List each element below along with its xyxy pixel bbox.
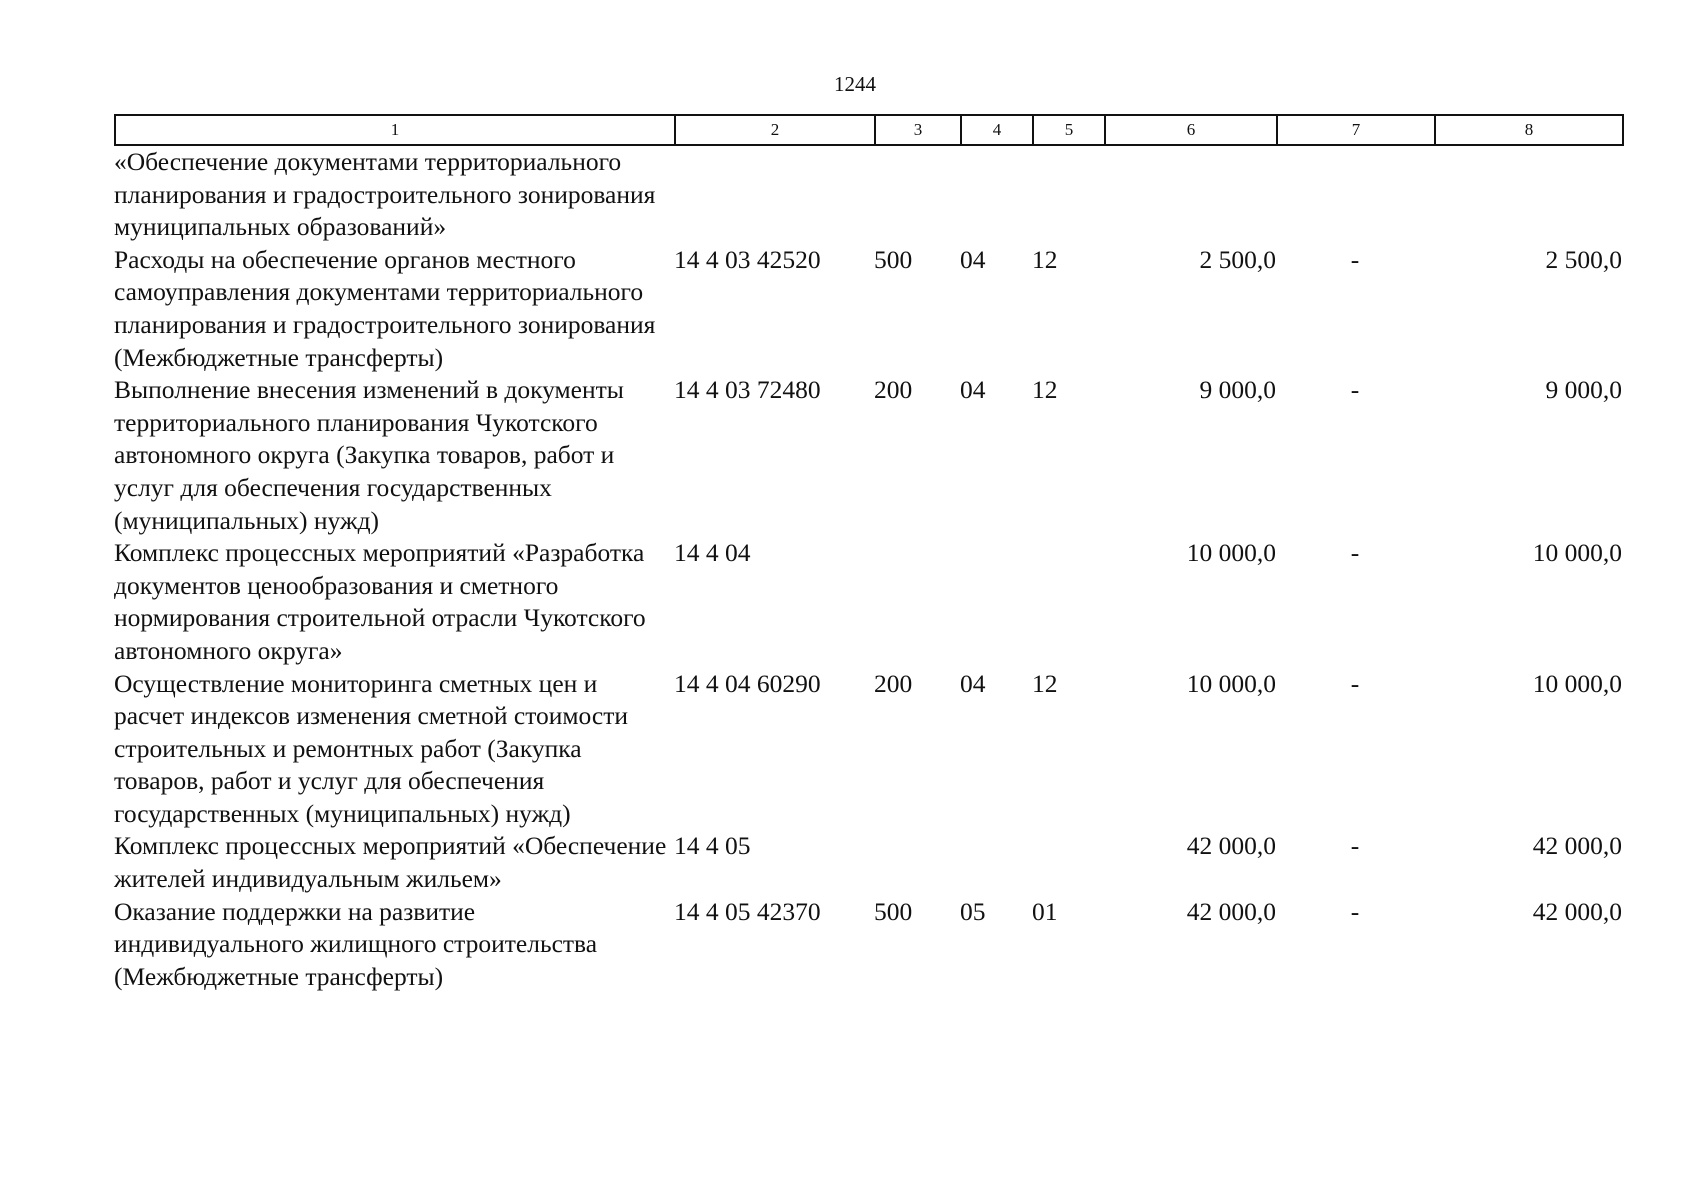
column-header-7: 7 xyxy=(1277,115,1435,145)
row-col8-cell: 42 000,0 xyxy=(1532,896,1622,926)
row-col3-cell: 500 xyxy=(874,896,913,926)
row-col3-cell xyxy=(874,537,960,667)
row-name-cell: Выполнение внесения изменений в документы территориального планирования Чукотского автономного округа (Закупка товаров, работ и услуг для обеспечения государственных (муниципальных) нужд) xyxy=(114,375,624,535)
row-name-cell: Оказание поддержки на развитие индивидуального жилищного строительства (Межбюджетные трансферты) xyxy=(114,896,598,991)
column-header-3: 3 xyxy=(875,115,961,145)
row-code-cell: 14 4 05 xyxy=(674,831,751,861)
column-header-table xyxy=(114,114,1624,146)
table-row xyxy=(114,668,1622,831)
column-header-1: 1 xyxy=(115,115,675,145)
table-row xyxy=(114,244,1622,374)
row-col8-cell: 42 000,0 xyxy=(1532,831,1622,861)
row-code-cell: 14 4 04 60290 xyxy=(674,668,821,698)
row-col4-cell xyxy=(960,146,1032,244)
row-name-cell: Комплекс процессных мероприятий «Обеспечение жителей индивидуальным жильем» xyxy=(114,831,667,894)
row-col6-cell: 9 000,0 xyxy=(1199,375,1276,405)
column-header-8: 8 xyxy=(1435,115,1623,145)
row-col6-cell: 42 000,0 xyxy=(1186,896,1276,926)
row-col5-cell: 12 xyxy=(1032,668,1058,698)
table-row xyxy=(114,374,1622,537)
row-col8-cell: 9 000,0 xyxy=(1545,375,1622,405)
row-col4-cell: 04 xyxy=(960,668,986,698)
row-col6-cell: 2 500,0 xyxy=(1199,244,1276,274)
row-col6-cell xyxy=(1104,146,1276,244)
column-header-4: 4 xyxy=(961,115,1033,145)
row-col4-cell xyxy=(960,830,1032,895)
row-code-cell: 14 4 03 42520 xyxy=(674,244,821,274)
row-col5-cell xyxy=(1032,146,1104,244)
row-col6-cell: 42 000,0 xyxy=(1186,831,1276,861)
column-header-6: 6 xyxy=(1105,115,1277,145)
row-code-cell: 14 4 03 72480 xyxy=(674,375,821,405)
budget-table xyxy=(114,146,1622,993)
row-col8-cell: 10 000,0 xyxy=(1532,538,1622,568)
column-header-row xyxy=(115,115,1623,145)
row-col5-cell: 01 xyxy=(1032,896,1058,926)
row-col8-cell: 2 500,0 xyxy=(1545,244,1622,274)
row-col3-cell: 200 xyxy=(874,375,913,405)
row-code-cell xyxy=(674,146,874,244)
row-col7-cell: - xyxy=(1350,831,1360,861)
column-header-2: 2 xyxy=(675,115,875,145)
row-name-cell: Комплекс процессных мероприятий «Разработка документов ценообразования и сметного нормирования строительной отрасли Чукотского автономного округа» xyxy=(114,538,646,665)
row-col7-cell: - xyxy=(1350,896,1360,926)
row-col3-cell xyxy=(874,830,960,895)
table-row xyxy=(114,537,1622,667)
row-name-cell: Осуществление мониторинга сметных цен и расчет индексов изменения сметной стоимости строительных и ремонтных работ (Закупка товаров, работ и услуг для обеспечения государственных (муниципальных) нужд) xyxy=(114,668,629,828)
row-col5-cell xyxy=(1032,830,1104,895)
row-col7-cell: - xyxy=(1350,375,1360,405)
row-col4-cell: 05 xyxy=(960,896,986,926)
row-col5-cell: 12 xyxy=(1032,375,1058,405)
row-col6-cell: 10 000,0 xyxy=(1186,668,1276,698)
column-header-5: 5 xyxy=(1033,115,1105,145)
row-col4-cell xyxy=(960,537,1032,667)
row-col7-cell xyxy=(1276,146,1434,244)
page-number: 1244 xyxy=(834,72,876,96)
row-col4-cell: 04 xyxy=(960,244,986,274)
row-col7-cell: - xyxy=(1350,538,1360,568)
row-col3-cell: 200 xyxy=(874,668,913,698)
row-col4-cell: 04 xyxy=(960,375,986,405)
row-col8-cell xyxy=(1434,146,1622,244)
row-col5-cell: 12 xyxy=(1032,244,1058,274)
row-name-cell: Расходы на обеспечение органов местного самоуправления документами территориального планирования и градостроительного зонирования (Межбюджетные трансферты) xyxy=(114,244,656,372)
row-col3-cell: 500 xyxy=(874,244,913,274)
row-col7-cell: - xyxy=(1350,244,1360,274)
row-code-cell: 14 4 04 xyxy=(674,538,751,568)
row-col6-cell: 10 000,0 xyxy=(1186,538,1276,568)
row-col8-cell: 10 000,0 xyxy=(1532,668,1622,698)
row-name-cell: «Обеспечение документами территориального планирования и градостроительного зонирования муниципальных образований» xyxy=(114,147,656,242)
row-code-cell: 14 4 05 42370 xyxy=(674,896,821,926)
table-row xyxy=(114,830,1622,895)
row-col7-cell: - xyxy=(1350,668,1360,698)
table-row xyxy=(114,896,1622,994)
row-col5-cell xyxy=(1032,537,1104,667)
row-col3-cell xyxy=(874,146,960,244)
table-row xyxy=(114,146,1622,244)
